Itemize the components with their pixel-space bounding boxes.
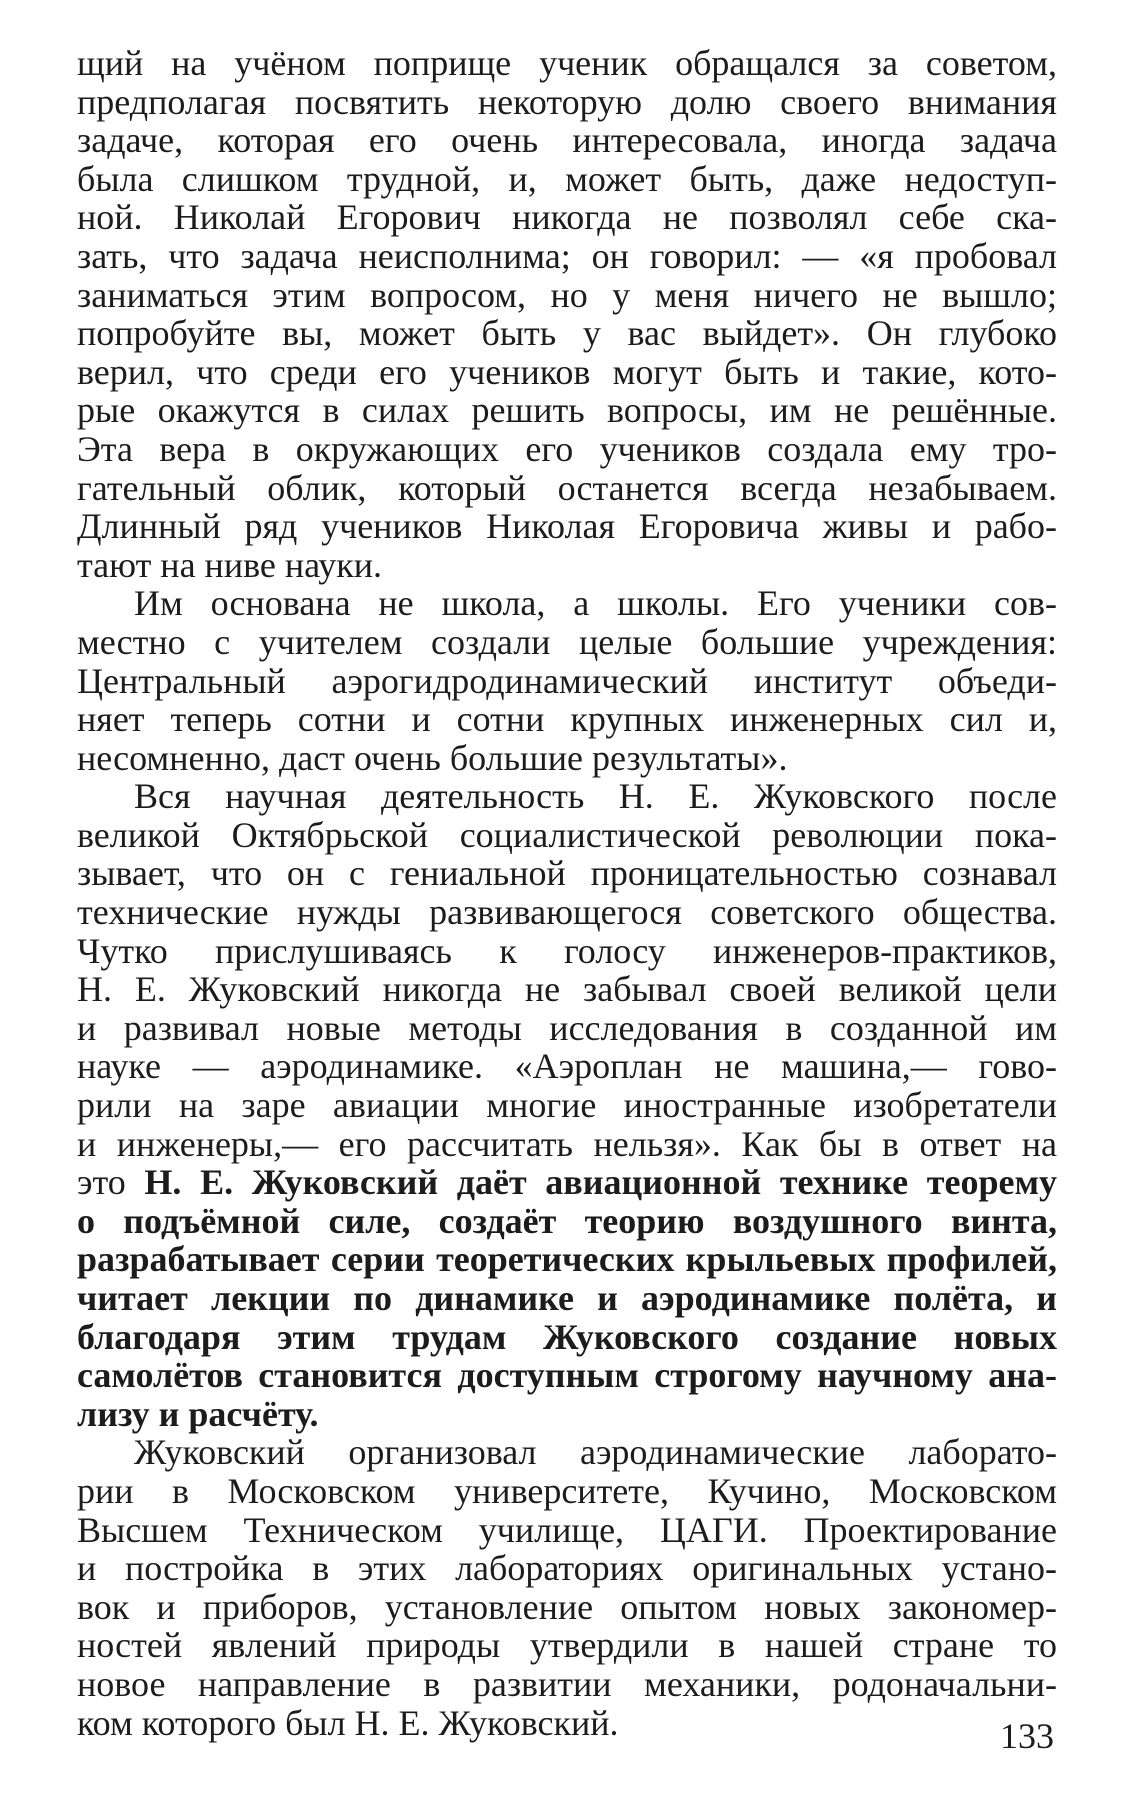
line-text: науке — аэродинамике. «Аэроплан не машина,— гово- <box>77 1046 1057 1087</box>
line-text: технические нужды развивающегося советского общества. <box>77 892 1057 933</box>
line-text: и постройка в этих лабораториях оригинальных устано- <box>77 1548 1057 1589</box>
text-line <box>77 1704 1057 1743</box>
text-line <box>77 430 1057 469</box>
bold-line-text: разрабатывает серии теоретических крыльевых профилей, <box>77 1239 1057 1280</box>
text-line <box>77 276 1057 315</box>
text-line <box>77 1472 1057 1511</box>
text-line <box>77 469 1057 508</box>
text-line <box>77 1202 1057 1241</box>
text-line <box>77 1665 1057 1704</box>
text-line <box>77 1588 1057 1627</box>
line-text: ной. Николай Егорович никогда не позволял себе ска- <box>77 197 1057 238</box>
bold-line-text: благодаря этим трудам Жуковского создание новых <box>77 1316 1057 1357</box>
text-line <box>77 1626 1057 1665</box>
paragraph <box>77 584 1057 777</box>
text-line <box>77 237 1057 276</box>
text-line <box>77 777 1057 816</box>
text-line <box>77 816 1057 855</box>
line-text: Н. Е. Жуковский никогда не забывал своей великой цели <box>77 969 1057 1010</box>
text-line <box>77 932 1057 971</box>
text-line <box>77 391 1057 430</box>
text-line <box>77 1433 1057 1472</box>
page-body <box>77 44 1057 1742</box>
line-text: и инженеры,— его рассчитать нельзя». Как бы в ответ на <box>77 1123 1057 1164</box>
line-text: великой Октябрьской социалистической революции пока- <box>77 814 1057 855</box>
text-line <box>77 1047 1057 1086</box>
line-text: Центральный аэрогидродинамический институт объеди- <box>77 660 1057 701</box>
line-text: няет теперь сотни и сотни крупных инженерных сил и, <box>77 699 1057 740</box>
text-line <box>77 700 1057 739</box>
line-text: зывает, что он с гениальной проницательностью сознавал <box>77 853 1057 894</box>
text-line <box>77 314 1057 353</box>
line-text: и развивал новые методы исследования в созданной им <box>77 1007 1057 1048</box>
text-line <box>77 970 1057 1009</box>
text-line <box>77 1086 1057 1125</box>
line-text: Эта вера в окружающих его учеников создала ему тро- <box>77 428 1057 469</box>
paragraph <box>77 1433 1057 1742</box>
bold-line-text: Н. Е. Жуковский даёт авиационной технике теорему <box>144 1162 1057 1203</box>
text-line <box>77 1125 1057 1164</box>
text-line <box>77 1240 1057 1279</box>
line-text: Чутко прислушиваясь к голосу инженеров-практиков, <box>77 930 1057 971</box>
line-text: Им основана не школа, а школы. Его ученики сов- <box>134 583 1057 624</box>
line-text: верил, что среди его учеников могут быть и такие, кото- <box>77 351 1057 392</box>
bold-line-text: лизу и расчёту. <box>77 1393 319 1434</box>
bold-line-text: читает лекции по динамике и аэродинамике полёта, и <box>77 1278 1057 1318</box>
line-text: рии в Московском университете, Кучино, Московском <box>77 1470 1057 1511</box>
text-line <box>77 546 1057 585</box>
bold-line-text: самолётов становится доступным строгому научному ана- <box>77 1355 1057 1396</box>
text-line <box>77 1318 1057 1357</box>
line-text: вок и приборов, установление опытом новых закономер- <box>77 1586 1057 1627</box>
text-line <box>77 44 1057 83</box>
text-line <box>77 1511 1057 1550</box>
text-line <box>77 121 1057 160</box>
line-text: заниматься этим вопросом, но у меня ничего не вышло; <box>77 274 1057 315</box>
text-line <box>77 198 1057 237</box>
line-text: новое направление в развитии механики, родоначальни- <box>77 1663 1057 1704</box>
line-text: Длинный ряд учеников Николая Егоровича живы и рабо- <box>77 506 1057 547</box>
line-text: задаче, которая его очень интересовала, иногда задача <box>77 120 1057 161</box>
line-text: Высшем Техническом училище, ЦАГИ. Проектирование <box>77 1509 1057 1550</box>
text-line <box>77 1356 1057 1395</box>
line-text: щий на учёном поприще ученик обращался за советом, <box>77 43 1057 83</box>
line-text: Вся научная деятельность Н. Е. Жуковского после <box>134 776 1057 817</box>
line-text: местно с учителем создали целые большие учреждения: <box>77 621 1057 662</box>
line-text: рили на заре авиации многие иностранные изобретатели <box>77 1085 1057 1126</box>
line-text: была слишком трудной, и, может быть, даже недоступ- <box>77 158 1057 199</box>
line-text: попробуйте вы, может быть у вас выйдет». Он глубоко <box>77 313 1057 354</box>
paragraph <box>77 777 1057 1433</box>
line-text: несомненно, даст очень большие результаты». <box>77 737 788 778</box>
line-text: гательный облик, который останется всегда незабываем. <box>77 467 1057 508</box>
line-text: ком которого был Н. Е. Жуковский. <box>77 1702 619 1743</box>
line-text: рые окажутся в силах решить вопросы, им не решённые. <box>77 390 1057 431</box>
text-line <box>77 1395 1057 1434</box>
line-text: ностей явлений природы утвердили в нашей стране то <box>77 1625 1057 1666</box>
line-text: предполагая посвятить некоторую долю своего внимания <box>77 81 1057 122</box>
paragraph <box>77 44 1057 584</box>
text-line <box>77 854 1057 893</box>
bold-line-text: о подъёмной силе, создаёт теорию воздушного винта, <box>77 1200 1057 1241</box>
text-line <box>77 353 1057 392</box>
text-line <box>77 507 1057 546</box>
text-line <box>77 893 1057 932</box>
line-text: Жуковский организовал аэродинамические лаборато- <box>134 1432 1057 1473</box>
text-line <box>77 1549 1057 1588</box>
text-line <box>77 83 1057 122</box>
line-text: это <box>77 1162 145 1203</box>
text-line <box>77 739 1057 778</box>
text-line <box>77 1163 1057 1202</box>
line-text: тают на ниве науки. <box>77 544 383 585</box>
page-number: 133 <box>1000 1716 1054 1756</box>
text-line <box>77 160 1057 199</box>
text-line <box>77 584 1057 623</box>
text-line <box>77 623 1057 662</box>
line-text: зать, что задача неисполнима; он говорил: — «я пробовал <box>77 235 1057 276</box>
text-line <box>77 1279 1057 1318</box>
text-line <box>77 662 1057 701</box>
text-line <box>77 1009 1057 1048</box>
